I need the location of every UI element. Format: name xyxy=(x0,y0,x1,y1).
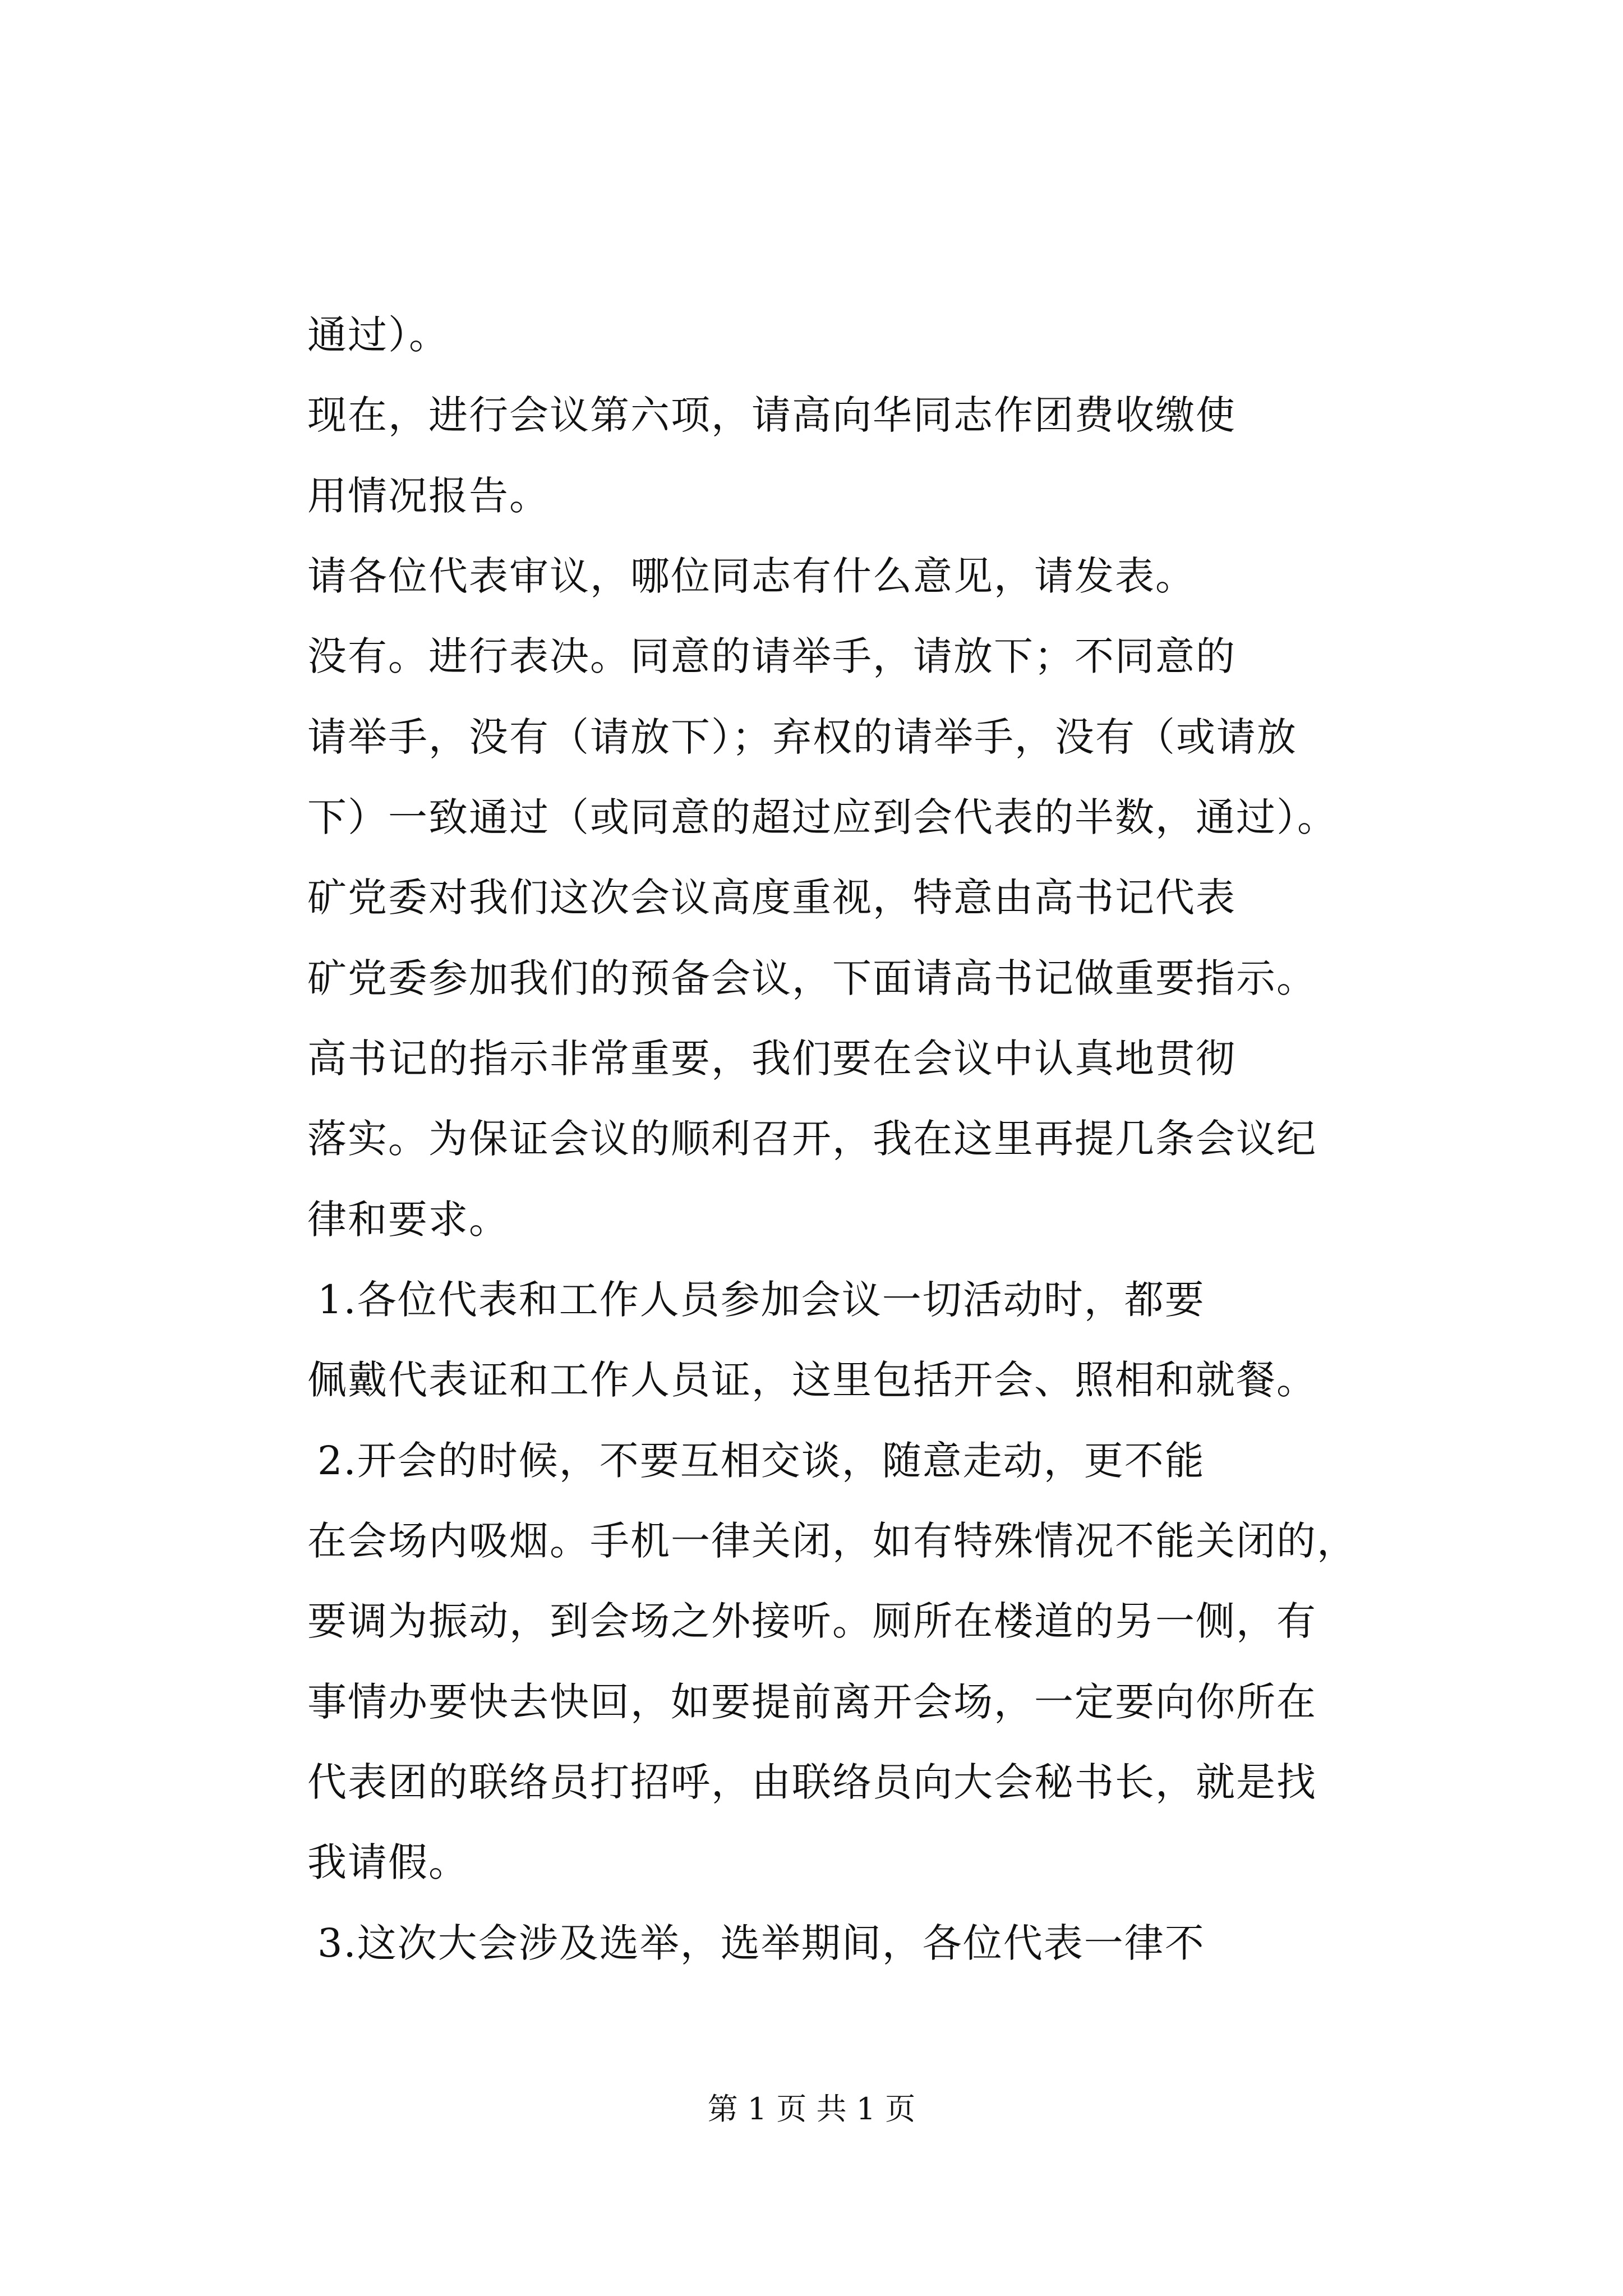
text-line: 请各位代表审议，哪位同志有什么意见，请发表。 xyxy=(307,553,1196,599)
text-line: 通过）。 xyxy=(307,312,449,358)
text-line: 矿党委参加我们的预备会议，下面请高书记做重要指示。 xyxy=(307,955,1317,1001)
text-line: 用情况报告。 xyxy=(307,473,550,519)
text-line: 高书记的指示非常重要，我们要在会议中认真地贯彻 xyxy=(307,1036,1236,1082)
text-line: 在会场内吸烟。手机一律关闭，如有特殊情况不能关闭的， xyxy=(307,1518,1357,1564)
text-line: 没有。进行表决。同意的请举手，请放下；不同意的 xyxy=(307,633,1236,679)
text-line: 现在，进行会议第六项，请高向华同志作团费收缴使 xyxy=(307,392,1236,438)
text-line: 事情办要快去快回，如要提前离开会场，一定要向你所在 xyxy=(307,1679,1317,1725)
page-number-footer: 第 1 页 共 1 页 xyxy=(707,2091,916,2127)
list-item-2: 2.开会的时候，不要互相交谈，随意走动，更不能 xyxy=(317,1438,1205,1484)
text-line: 请举手，没有（请放下）；弃权的请举手，没有（或请放 xyxy=(307,714,1297,760)
text-line: 代表团的联络员打招呼，由联络员向大会秘书长，就是找 xyxy=(307,1759,1317,1805)
text-line: 佩戴代表证和工作人员证，这里包括开会、照相和就餐。 xyxy=(307,1357,1317,1403)
text-line: 我请假。 xyxy=(307,1839,469,1885)
text-line: 矿党委对我们这次会议高度重视，特意由高书记代表 xyxy=(307,875,1236,921)
list-item-1: 1.各位代表和工作人员参加会议一切活动时，都要 xyxy=(317,1277,1205,1323)
text-line: 下）一致通过（或同意的超过应到会代表的半数，通过）。 xyxy=(307,794,1338,840)
text-line: 落实。为保证会议的顺利召开，我在这里再提几条会议纪 xyxy=(307,1116,1317,1162)
list-item-3: 3.这次大会涉及选举，选举期间，各位代表一律不 xyxy=(317,1920,1205,1966)
text-line: 要调为振动，到会场之外接听。厕所在楼道的另一侧，有 xyxy=(307,1598,1317,1644)
text-line: 律和要求。 xyxy=(307,1197,509,1243)
